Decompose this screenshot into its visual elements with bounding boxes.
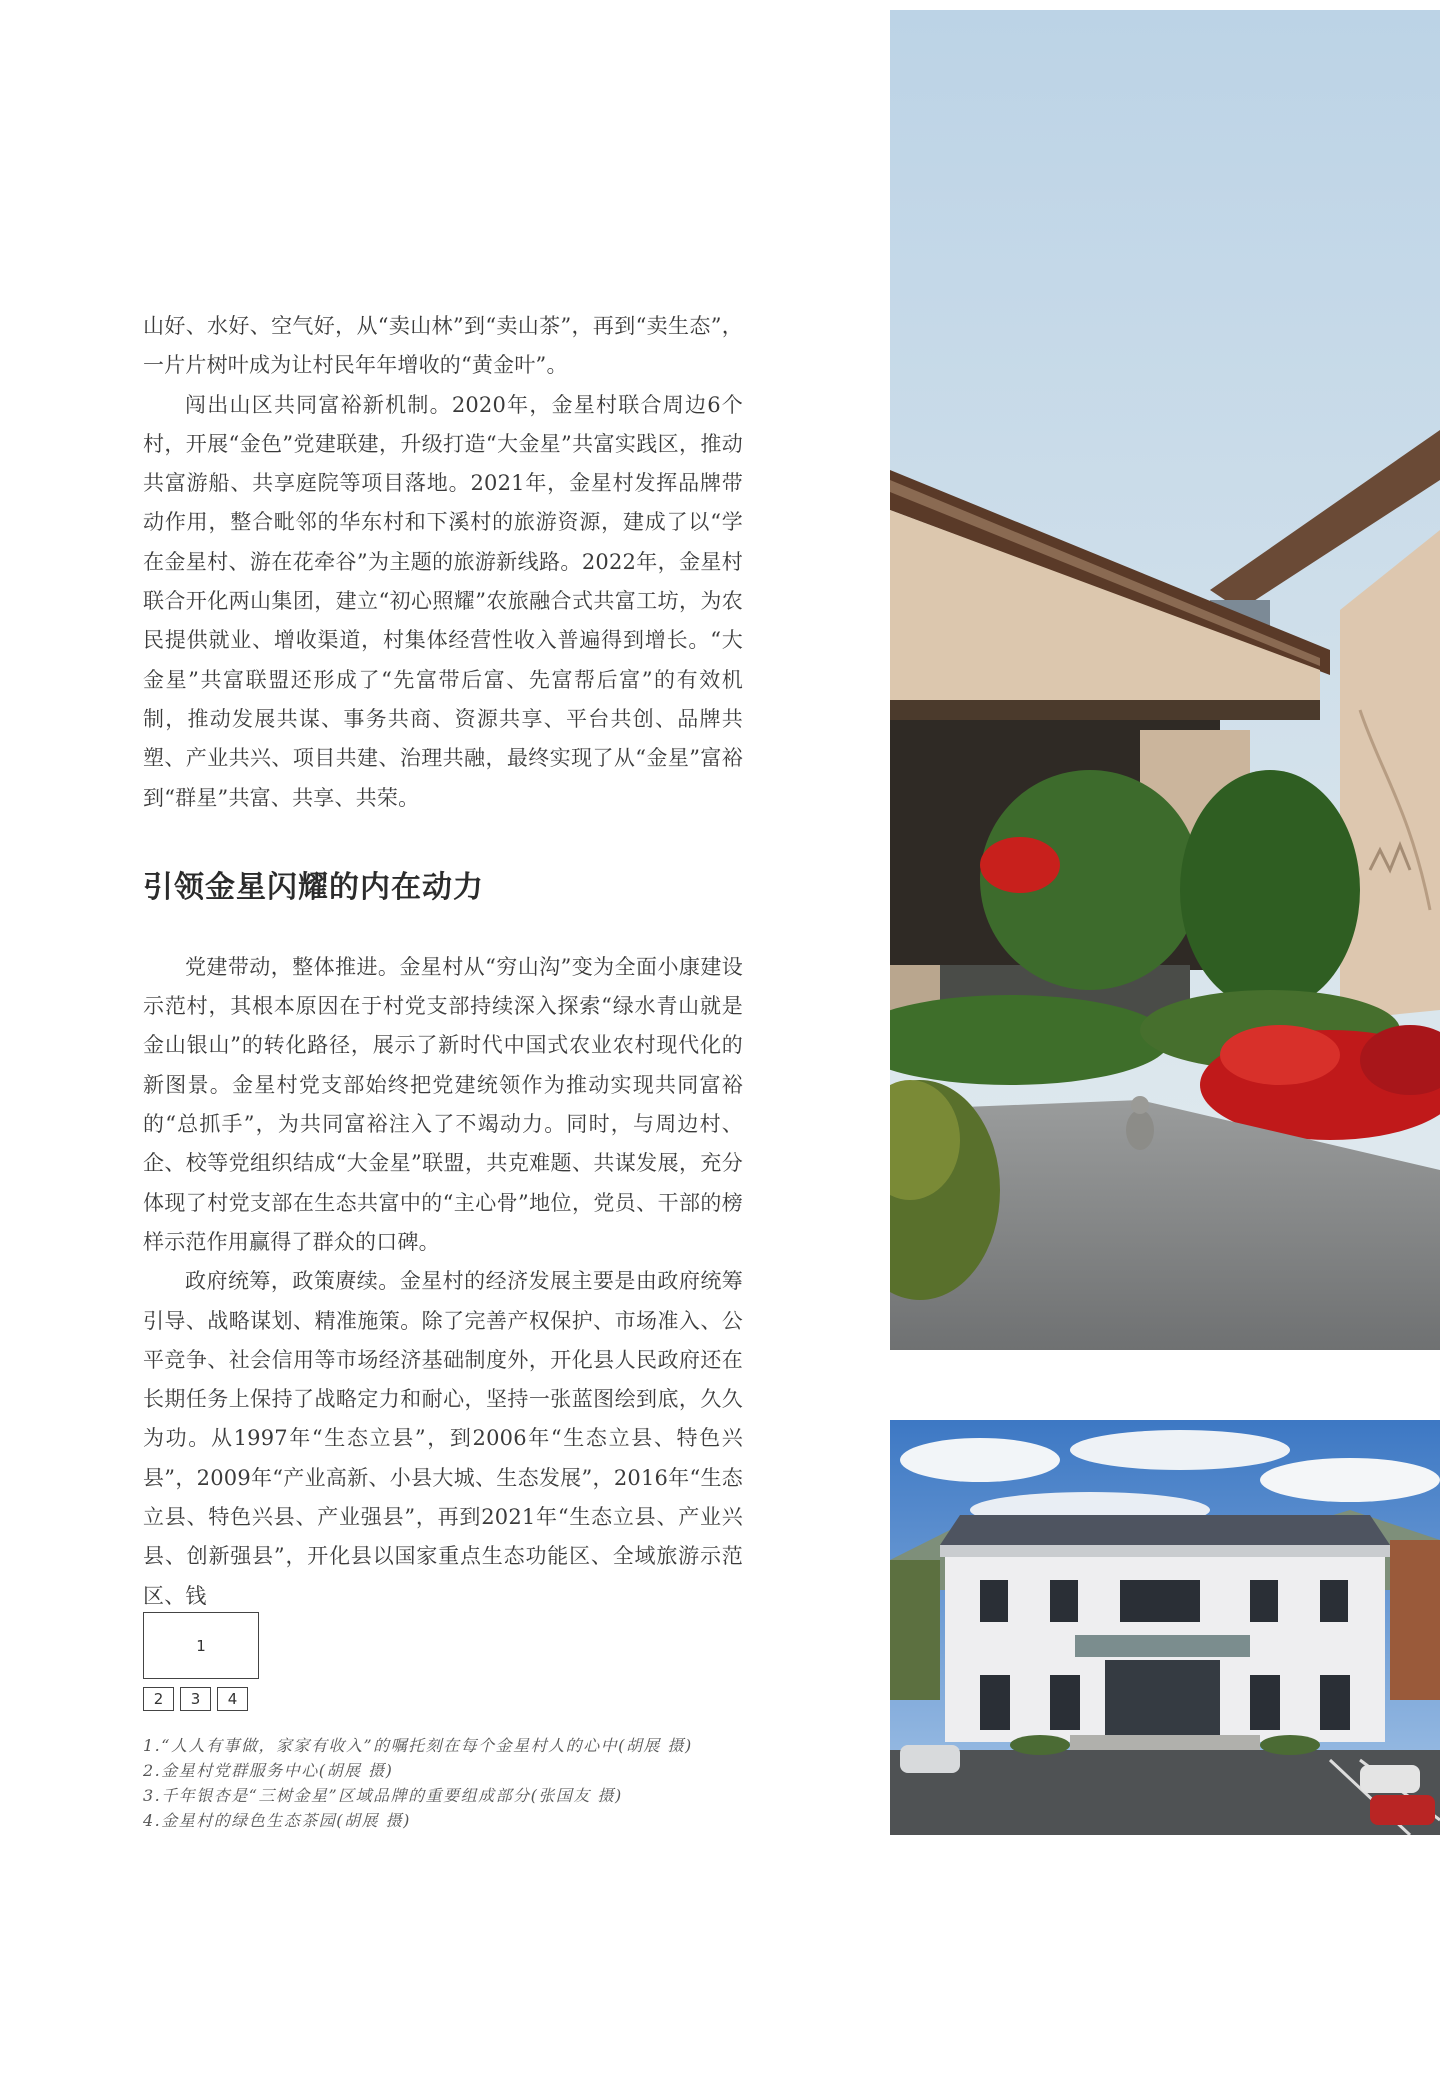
caption-4: 4.金星村的绿色生态茶园(胡展 摄) (143, 1811, 411, 1830)
caption-1: 1.“人人有事做，家家有收入”的嘱托刻在每个金星村人的心中(胡展 摄) (143, 1736, 693, 1755)
paragraph: 党建带动，整体推进。金星村从“穷山沟”变为全面小康建设示范村，其根本原因在于村党支部持续深入探索“绿水青山就是金山银山”的转化路径，展示了新时代中国式农业农村现代化的新图景。金星村党支部始终把党建统领作为推动实现共同富裕的“总抓手”，为共同富裕注入了不竭动力。同时，与周边村、企、校等党组织结成“大金星”联盟，共克难题、共谋发展，充分体现了村党支部在生态共富中的“主心骨”地位，党员、干部的榜样示范作用赢得了群众的口碑。 (143, 954, 743, 1254)
courtyard-illustration (890, 10, 1440, 1350)
photo-village-courtyard (890, 10, 1440, 1350)
paragraph: 政府统筹，政策赓续。金星村的经济发展主要是由政府统筹引导、战略谋划、精准施策。除了完善产权保护、市场准入、公平竞争、社会信用等市场经济基础制度外，开化县人民政府还在长期任务上保持了战略定力和耐心，坚持一张蓝图绘到底，久久为功。从1997年“生态立县”，到2006年“生态立县、特色兴县”，2009年“产业高新、小县大城、生态发展”，2016年“生态立县、特色兴县、产业强县”，再到2021年“生态立县、产业兴县、创新强县”，开化县以国家重点生态功能区、全域旅游示范区、钱 (143, 1269, 743, 1608)
caption-2: 2.金星村党群服务中心(胡展 摄) (143, 1761, 394, 1780)
caption-3: 3.千年银杏是“三树金星”区域品牌的重要组成部分(张国友 摄) (143, 1786, 623, 1805)
paragraph: 山好、水好、空气好，从“卖山林”到“卖山茶”，再到“卖生态”，一片片树叶成为让村民年年增收的“黄金叶”。 (143, 314, 743, 378)
legend-row (143, 1687, 259, 1711)
photo-captions (143, 1733, 783, 1833)
legend-photo-1: 1 (143, 1612, 259, 1679)
section-heading: 引领金星闪耀的内在动力 (143, 869, 484, 905)
legend-photo-3: 3 (180, 1687, 211, 1711)
legend-photo-4: 4 (217, 1687, 248, 1711)
article-text-column (143, 307, 743, 1616)
photo-legend (143, 1612, 259, 1711)
photo-service-center (890, 1420, 1440, 1835)
legend-photo-2: 2 (143, 1687, 174, 1711)
service-center-illustration (890, 1420, 1440, 1835)
paragraph: 闯出山区共同富裕新机制。2020年，金星村联合周边6个村，开展“金色”党建联建，升级打造“大金星”共富实践区，推动共富游船、共享庭院等项目落地。2021年，金星村发挥品牌带动作用，整合毗邻的华东村和下溪村的旅游资源，建成了以“学在金星村、游在花牵谷”为主题的旅游新线路。2022年，金星村联合开化两山集团，建立“初心照耀”农旅融合式共富工坊，为农民提供就业、增收渠道，村集体经营性收入普遍得到增长。“大金星”共富联盟还形成了“先富带后富、先富帮后富”的有效机制，推动发展共谋、事务共商、资源共享、平台共创、品牌共塑、产业共兴、项目共建、治理共融，最终实现了从“金星”富裕到“群星”共富、共享、共荣。 (143, 392, 743, 810)
